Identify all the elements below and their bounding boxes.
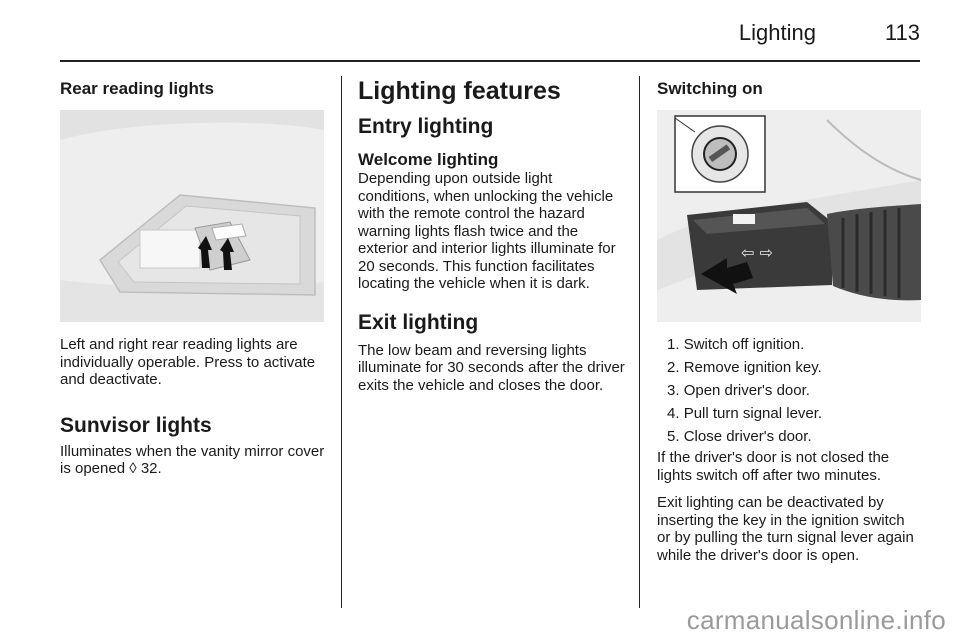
column-right: [657, 76, 922, 564]
step-text: Remove ignition key.: [683, 359, 822, 376]
step-number: 5.: [667, 428, 680, 445]
column-left: [60, 76, 326, 478]
sunvisor-text: Illuminates when the vanity mirror cover is opened: [60, 442, 325, 477]
switching-on-heading: Switching on: [657, 79, 763, 98]
svg-text:⇦ ⇨: ⇦ ⇨: [741, 243, 773, 262]
sunvisor-lights-text: [60, 443, 326, 478]
chapter-title: Lighting: [738, 20, 816, 45]
switching-on-steps: [657, 336, 922, 446]
turn-signal-lever-icon: [657, 110, 921, 322]
page-reference: 32.: [140, 460, 162, 477]
step-number: 3.: [667, 382, 680, 399]
rear-reading-lights-heading: Rear reading lights: [60, 79, 214, 98]
step-number: 1.: [667, 336, 680, 353]
page-reference-icon: ◊: [129, 460, 137, 477]
step-text: Open driver's door.: [683, 382, 810, 399]
list-item: [657, 428, 922, 446]
watermark: carmanualsonline.info: [686, 605, 946, 635]
list-item: [657, 336, 922, 354]
step-text: Switch off ignition.: [683, 336, 805, 353]
door-not-closed-text: If the driver's door is not closed the lights switch off after two minutes.: [657, 449, 890, 484]
column-middle: [358, 76, 626, 394]
column-divider-1: [341, 76, 342, 608]
welcome-lighting-text: Depending upon outside light conditions, when unlocking the vehicle with the remote control the hazard warning lights flash twice and the exterior and interior lights illuminate for 20 seconds. This function facilitates locating the vehicle when it is dark.: [358, 170, 616, 292]
reading-light-icon: [60, 110, 324, 322]
sunvisor-lights-heading: Sunvisor lights: [60, 413, 212, 437]
step-number: 4.: [667, 405, 680, 422]
deactivate-text: Exit lighting can be deactivated by inserting the key in the ignition switch or by pulling the turn signal lever again while the driver's door is open.: [657, 494, 914, 564]
list-item: [657, 405, 922, 423]
lighting-features-heading: Lighting features: [358, 77, 561, 105]
list-item: [657, 382, 922, 400]
step-text: Pull turn signal lever.: [683, 405, 823, 422]
step-number: 2.: [667, 359, 680, 376]
entry-lighting-heading: Entry lighting: [358, 115, 494, 138]
column-divider-2: [639, 76, 640, 608]
rear-reading-lights-text: Left and right rear reading lights are individually operable. Press to activate and deactivate.: [60, 336, 316, 388]
reading-light-illustration: [60, 110, 324, 322]
page-header: [60, 18, 920, 58]
page-number: 113: [884, 20, 920, 45]
list-item: [657, 359, 922, 377]
header-rule: [60, 60, 920, 62]
turn-signal-lever-illustration: [657, 110, 921, 322]
exit-lighting-heading: Exit lighting: [358, 310, 479, 334]
welcome-lighting-heading: Welcome lighting: [358, 150, 499, 169]
exit-lighting-text: The low beam and reversing lights illuminate for 30 seconds after the driver exits the vehicle and closes the door.: [358, 341, 625, 394]
step-text: Close driver's door.: [683, 428, 812, 445]
